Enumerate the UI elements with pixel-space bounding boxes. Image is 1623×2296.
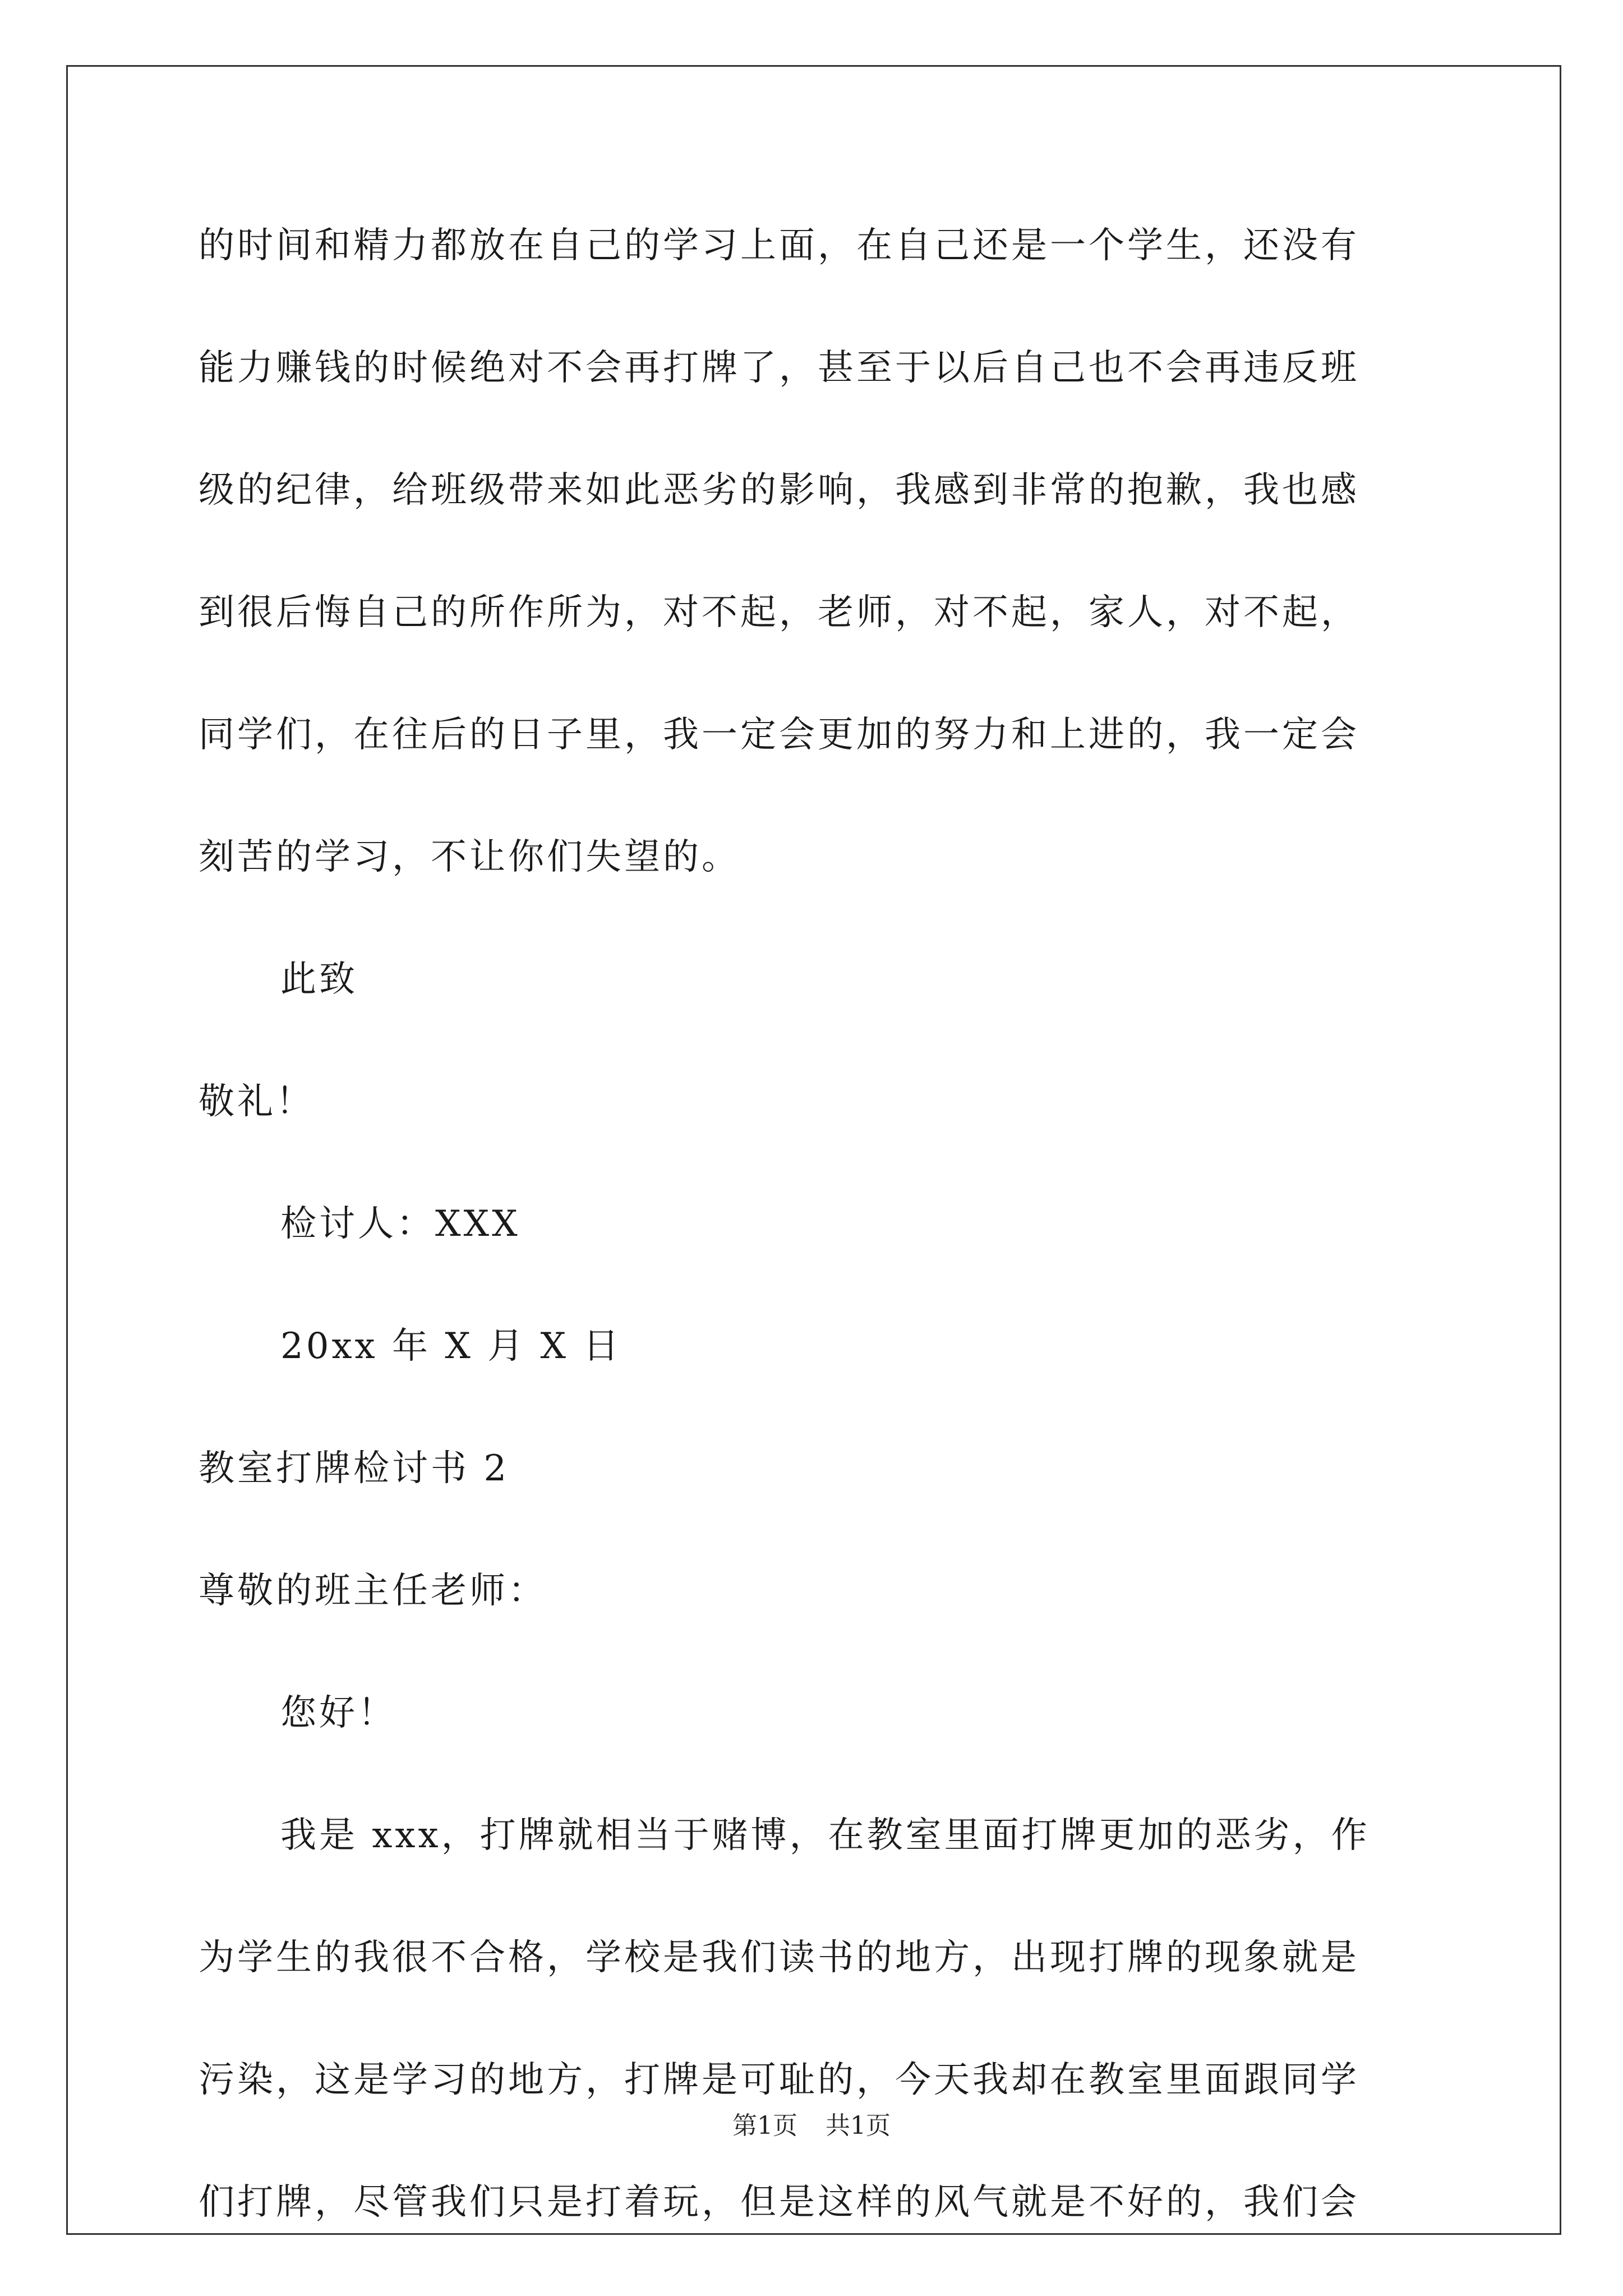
closing-regards: 敬礼！ [199,1081,315,1122]
page-footer [0,2109,1623,2143]
paragraph-line: 刻苦的学习，不让你们失望的。 [199,836,740,878]
closing-salutation: 此致 [280,959,358,1000]
paragraph-line: 污染，这是学习的地方，打牌是可耻的，今天我却在教室里面跟同学 [199,2059,1359,2101]
greeting-line: 您好！ [280,1692,396,1734]
section-title: 教室打牌检讨书 2 [199,1448,510,1489]
date-line: 20xx 年 X 月 X 日 [280,1326,622,1367]
paragraph-line: 到很后悔自己的所作所为，对不起，老师，对不起，家人，对不起， [199,592,1359,633]
paragraph-line: 我是 xxx，打牌就相当于赌博，在教室里面打牌更加的恶劣，作 [280,1815,1370,1856]
paragraph-line: 为学生的我很不合格，学校是我们读书的地方，出现打牌的现象就是 [199,1937,1359,1978]
paragraph-line: 同学们，在往后的日子里，我一定会更加的努力和上进的，我一定会 [199,714,1359,756]
page-number: 第1页 [732,2111,797,2140]
signature-line: 检讨人：XXX [280,1203,520,1245]
paragraph-line: 能力赚钱的时候绝对不会再打牌了，甚至于以后自己也不会再违反班 [199,347,1359,389]
page-total: 共1页 [826,2111,891,2140]
paragraph-line: 级的纪律，给班级带来如此恶劣的影响，我感到非常的抱歉，我也感 [199,470,1359,511]
paragraph-line: 们打牌，尽管我们只是打着玩，但是这样的风气就是不好的，我们会 [199,2182,1359,2223]
letter-salutation: 尊敬的班主任老师： [199,1570,547,1612]
paragraph-line: 的时间和精力都放在自己的学习上面，在自己还是一个学生，还没有 [199,225,1359,266]
